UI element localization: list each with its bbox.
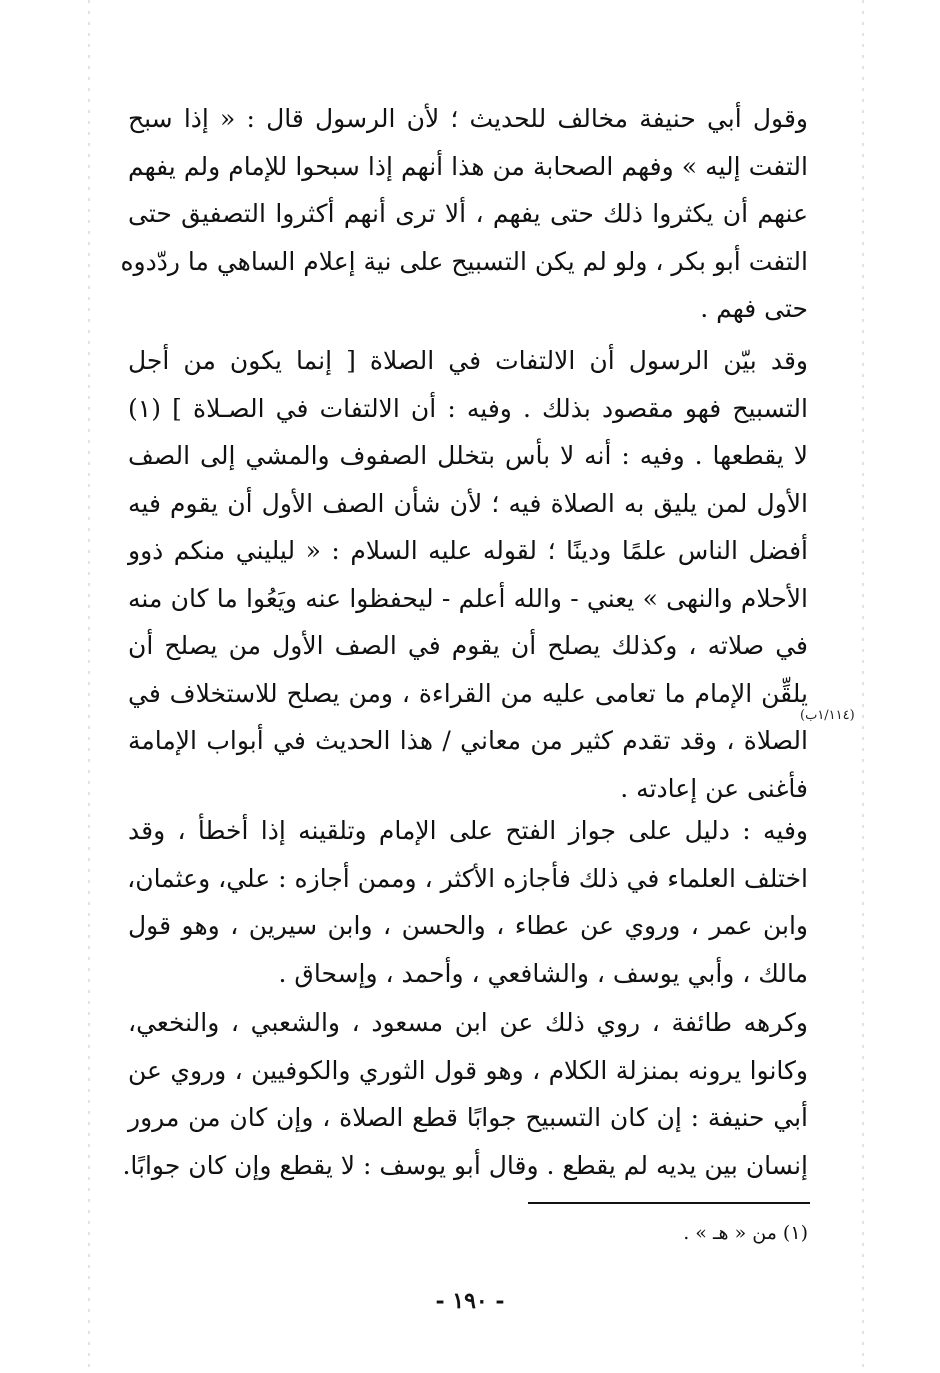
paragraph-3 (128, 807, 808, 997)
paragraph-line: عنهم أن يكثروا ذلك حتى يفهم ، ألا ترى أنهم أكثروا التصفيق حتى (128, 199, 808, 228)
paragraph-line: وقول أبي حنيفة مخالف للحديث ؛ لأن الرسول قال : « إذا سبح (128, 104, 808, 133)
paragraph-line: التفت أبو بكر ، ولو لم يكن التسبيح على نية إعلام الساهي ما ردّدوه (120, 246, 808, 276)
paragraph-line: وقد بيّن الرسول أن الالتفات في الصلاة [ إنما يكون من أجل (128, 346, 808, 375)
paragraph-line: فأغنى عن إعادته . (620, 773, 808, 803)
paragraph-1 (120, 95, 808, 333)
paragraph-4 (122, 999, 808, 1189)
scan-edge-right (862, 0, 864, 1373)
scan-edge-left (88, 0, 90, 1373)
paragraph-line: التفت إليه » وفهم الصحابة من هذا أنهم إذا سبحوا للإمام ولم يفهم (128, 151, 808, 181)
paragraph-line: لا يقطعها . وفيه : أنه لا بأس بتخلل الصفوف والمشي إلى الصف (128, 441, 808, 470)
paragraph-line: أفضل الناس علمًا ودينًا ؛ لقوله عليه السلام : « ليليني منكم ذوو (128, 536, 808, 565)
paragraph-line: اختلف العلماء في ذلك فأجازه الأكثر ، وممن أجازه : علي، وعثمان، (127, 863, 808, 893)
paragraph-line: وكرهه طائفة ، روي ذلك عن ابن مسعود ، والشعبي ، والنخعي، (128, 1008, 808, 1037)
paragraph-line: التسبيح فهو مقصود بذلك . وفيه : أن الالتفات في الصـلاة ] (١) (128, 393, 808, 423)
paragraph-line: أبي حنيفة : إن كان التسبيح جوابًا قطع الصلاة ، وإن كان من مرور (128, 1103, 808, 1132)
footnote: (١) من « هـ » . (683, 1222, 808, 1244)
footnote-divider (528, 1202, 810, 1204)
paragraph-line: وفيه : دليل على جواز الفتح على الإمام وتلقينه إذا أخطأ ، وقد (128, 816, 808, 845)
page-number: - ١٩٠ - (435, 1288, 505, 1314)
paragraph-line: في صلاته ، وكذلك يصلح أن يقوم في الصف الأول من يصلح أن (128, 631, 808, 660)
paragraph-line: إنسان بين يديه لم يقطع . وقال أبو يوسف : لا يقطع وإن كان جوابًا. (122, 1150, 808, 1180)
paragraph-line: الصلاة ، وقد تقدم كثير من معاني / هذا الحديث في أبواب الإمامة (128, 726, 808, 755)
paragraph-line: حتى فهم . (700, 294, 808, 323)
paragraph-line: الأحلام والنهى » يعني - والله أعلم - ليحفظوا عنه ويَعُوا ما كان منه (128, 583, 808, 613)
paragraph-line: يلقِّن الإمام ما تعامى عليه من القراءة ، ومن يصلح للاستخلاف في (128, 678, 808, 708)
margin-folio-note: (١/١١٤ب) (800, 708, 855, 723)
paragraph-line: الأول لمن يليق به الصلاة فيه ؛ لأن شأن الصف الأول أن يقوم فيه (128, 488, 808, 518)
paragraph-line: مالك ، وأبي يوسف ، والشافعي ، وأحمد ، وإسحاق . (278, 958, 808, 988)
paragraph-line: وابن عمر ، وروي عن عطاء ، والحسن ، وابن سيرين ، وهو قول (128, 911, 808, 940)
paragraph-2 (128, 337, 808, 812)
paragraph-line: وكانوا يرونه بمنزلة الكلام ، وهو قول الثوري والكوفيين ، وروي عن (128, 1055, 808, 1085)
